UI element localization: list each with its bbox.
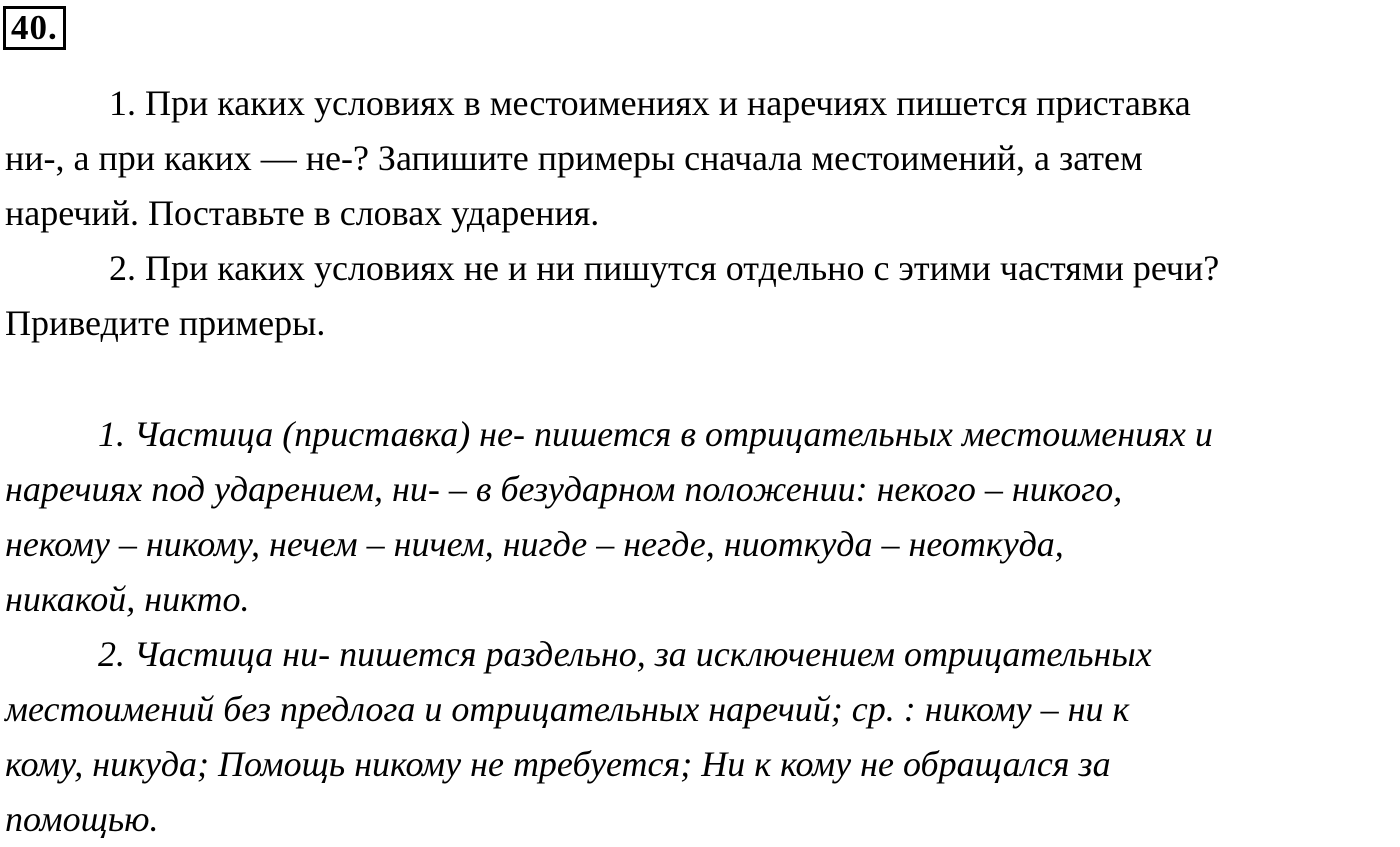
exercise-number: 40. (3, 6, 66, 50)
answer-a1-line-4: никакой, никто. (5, 579, 250, 619)
task-question-1 (5, 76, 1395, 241)
answer-a1-line-2: наречиях под ударением, ни- – в безударном положении: некого – никого, (5, 469, 1123, 509)
task-q1-line-1: 1. При каких условиях в местоимениях и наречиях пишется приставка (109, 83, 1191, 123)
task-question-2 (5, 241, 1395, 351)
answer-a2-line-4: помощью. (5, 799, 159, 839)
task-q1-line-3: наречий. Поставьте в словах ударения. (5, 193, 600, 233)
answer-a2-line-2: местоимений без предлога и отрицательных наречий; ср. : никому – ни к (5, 689, 1130, 729)
answer-paragraph-1 (5, 407, 1395, 627)
task-text (5, 76, 1395, 351)
answer-text (5, 407, 1395, 847)
answer-a1-line-1: 1. Частица (приставка) не- пишется в отрицательных местоимениях и (98, 414, 1213, 454)
answer-paragraph-2 (5, 627, 1395, 847)
answer-a2-line-3: кому, никуда; Помощь никому не требуется; Ни к кому не обращался за (5, 744, 1111, 784)
task-q1-line-2: ни-, а при каких — не-? Запишите примеры сначала местоимений, а затем (5, 138, 1143, 178)
content (5, 76, 1395, 847)
answer-a1-line-3: некому – никому, нечем – ничем, нигде – негде, ниоткуда – неоткуда, (5, 524, 1064, 564)
answer-a2-line-1: 2. Частица ни- пишется раздельно, за исключением отрицательных (98, 634, 1152, 674)
task-q2-line-1: 2. При каких условиях не и ни пишутся отдельно с этими частями речи? (109, 248, 1220, 288)
task-q2-line-2: Приведите примеры. (5, 303, 326, 343)
